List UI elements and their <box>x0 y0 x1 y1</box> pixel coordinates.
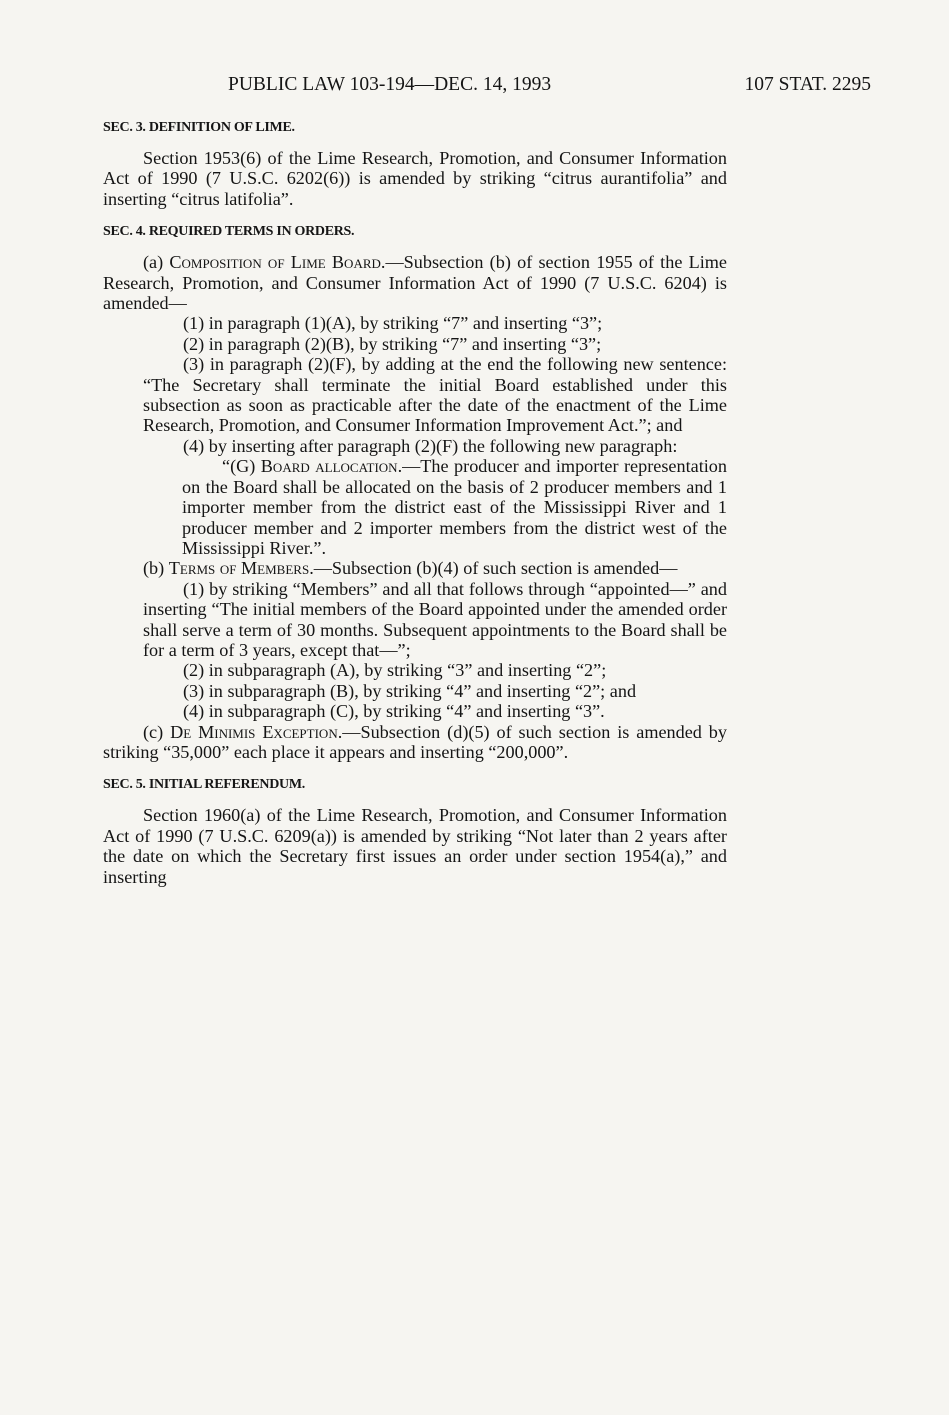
law-citation: PUBLIC LAW 103-194—DEC. 14, 1993 <box>228 74 552 95</box>
subsection-b-text: .—Subsection (b)(4) of such section is amended— <box>309 558 678 579</box>
section-4-heading: SEC. 4. REQUIRED TERMS IN ORDERS. <box>103 224 355 240</box>
a-item-1: (1) in paragraph (1)(A), by striking “7” and inserting “3”; <box>183 313 603 334</box>
b-item-3: (3) in subparagraph (B), by striking “4” and inserting “2”; and <box>183 680 637 701</box>
subsection-b-title: Terms of Members <box>168 558 310 579</box>
statute-page: 107 STAT. 2295 <box>744 74 871 95</box>
page-header <box>228 74 871 100</box>
subsection-c-label: (c) <box>143 721 171 742</box>
subsection-b <box>103 558 727 578</box>
b-item-1: (1) by striking “Members” and all that follows through “appointed—” and inserting “The initial members of the Board appointed under the amended order shall serve a term of 30 months. Subsequent appointments to the Board shall be for a term of 3 years, except that—”; <box>143 578 727 660</box>
paragraph-g-text: .—The producer and importer representation on the Board shall be allocated on the basis of 2 producer members and 1 importer member from the district east of the Mississippi River and 1 producer member and 2 importer members from the district west of the Mississippi River.”. <box>182 456 727 558</box>
subsection-c <box>103 722 727 763</box>
subsection-c-text: .—Subsection (d)(5) of such section is amended by striking “35,000” each place it appears and inserting “200,000”. <box>103 721 727 762</box>
section-5-heading: SEC. 5. INITIAL REFERENDUM. <box>103 777 305 793</box>
a-item-2: (2) in paragraph (2)(B), by striking “7” and inserting “3”; <box>183 333 602 354</box>
paragraph-g <box>103 456 727 558</box>
document-body <box>103 118 727 887</box>
subsection-c-title: De Minimis Exception <box>170 721 338 742</box>
subsection-a-title: Composition of Lime Board <box>169 252 381 273</box>
b-item-4: (4) in subparagraph (C), by striking “4” and inserting “3”. <box>183 701 605 722</box>
subsection-b-label: (b) <box>143 558 169 579</box>
b-item-2: (2) in subparagraph (A), by striking “3” and inserting “2”; <box>183 660 607 681</box>
paragraph-g-label: “(G) <box>222 456 261 477</box>
section-3-heading: SEC. 3. DEFINITION OF LIME. <box>103 120 295 135</box>
subsection-a-label: (a) <box>143 252 170 273</box>
subsection-a-text: .—Subsection (b) of section 1955 of the Lime Research, Promotion, and Consumer Information Act of 1990 (7 U.S.C. 6204) is amended— <box>103 252 728 314</box>
section-5-text: Section 1960(a) of the Lime Research, Promotion, and Consumer Information Act of 1990 (7 U.S.C. 6209(a)) is amended by striking “Not later than 2 years after the date on which the Secretary first issues an order under section 1954(a),” and inserting <box>103 805 727 887</box>
paragraph-g-title: Board allocation <box>260 456 398 477</box>
a-item-4: (4) by inserting after paragraph (2)(F) the following new paragraph: <box>183 435 678 456</box>
a-item-3: (3) in paragraph (2)(F), by adding at the end the following new sentence: “The Secretary shall terminate the initial Board established under this subsection as soon as practicable after the date of the enactment of the Lime Research, Promotion, and Consumer Information Improvement Act.”; and <box>143 354 727 436</box>
subsection-a <box>103 252 727 313</box>
section-3-text: Section 1953(6) of the Lime Research, Promotion, and Consumer Information Act of 1990 (7 U.S.C. 6202(6)) is amended by striking “citrus aurantifolia” and inserting “citrus latifolia”. <box>103 148 727 209</box>
